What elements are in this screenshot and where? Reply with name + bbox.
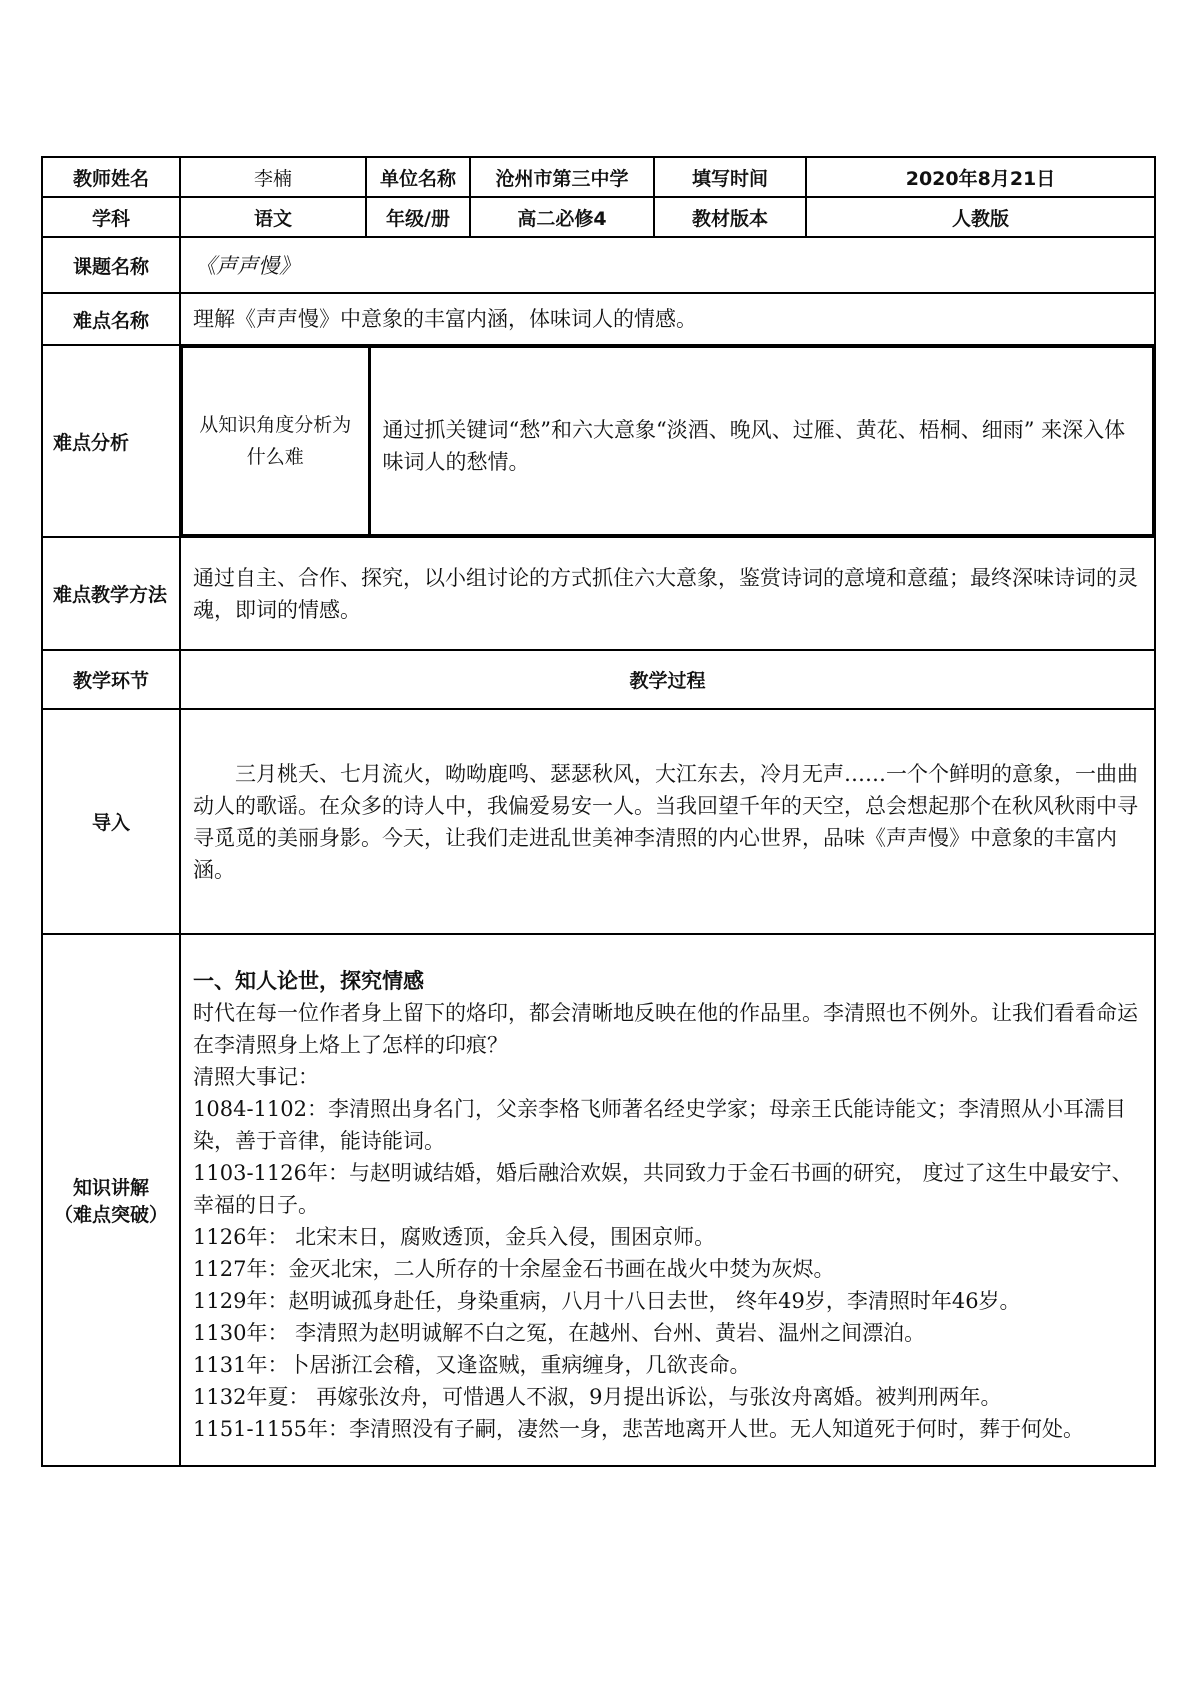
lesson-row [42, 237, 1155, 293]
knowledge-row [42, 934, 1155, 1466]
knowledge-paragraph: 1151-1155年：李清照没有子嗣，凄然一身，悲苦地离开人世。无人知道死于何时，葬于何处。 [193, 1417, 1084, 1441]
difficulty-label: 难点名称 [42, 293, 180, 345]
intro-row [42, 709, 1155, 934]
knowledge-paragraph: 1103-1126年：与赵明诚结婚，婚后融洽欢娱，共同致力于金石书画的研究， 度过了这生中最安宁、幸福的日子。 [193, 1161, 1133, 1217]
edition-label: 教材版本 [654, 197, 806, 237]
lesson-plan-table [41, 156, 1156, 1467]
analysis-content: 通过抓关键词“愁”和六大意象“淡酒、晚风、过雁、黄花、梧桐、细雨” 来深入体味词人的愁情。 [369, 347, 1153, 535]
info-row-2 [42, 197, 1155, 237]
date-value: 2020年8月21日 [806, 157, 1155, 197]
intro-content: 三月桃夭、七月流火，呦呦鹿鸣、瑟瑟秋风，大江东去，冷月无声……一个个鲜明的意象，一曲曲动人的歌谣。在众多的诗人中，我偏爱易安一人。当我回望千年的天空，总会想起那个在秋风秋雨中寻寻觅觅的美丽身影。今天，让我们走进乱世美神李清照的内心世界，品味《声声慢》中意象的丰富内涵。 [193, 761, 1138, 882]
subject-value: 语文 [180, 197, 366, 237]
knowledge-paragraph: 时代在每一位作者身上留下的烙印，都会清晰地反映在他的作品里。李清照也不例外。让我们看看命运在李清照身上烙上了怎样的印痕？ [193, 1001, 1138, 1057]
process-label: 教学过程 [180, 650, 1155, 709]
info-row-1 [42, 157, 1155, 197]
method-label: 难点教学方法 [42, 537, 180, 650]
method-content: 通过自主、合作、探究，以小组讨论的方式抓住六大意象，鉴赏诗词的意境和意蕴；最终深味诗词的灵魂，即词的情感。 [180, 537, 1155, 650]
knowledge-paragraph: 1127年：金灭北宋，二人所存的十余屋金石书画在战火中焚为灰烬。 [193, 1257, 835, 1281]
process-header-row [42, 650, 1155, 709]
knowledge-paragraph: 清照大事记： [193, 1065, 319, 1089]
edition-value: 人教版 [806, 197, 1155, 237]
difficulty-value: 理解《声声慢》中意象的丰富内涵，体味词人的情感。 [180, 293, 1155, 345]
knowledge-label: 知识讲解 [72, 1177, 149, 1199]
knowledge-paragraph: 1084-1102：李清照出身名门，父亲李格飞师著名经史学家；母亲王氏能诗能文；李清照从小耳濡目染，善于音律，能诗能词。 [193, 1097, 1126, 1153]
teacher-label: 教师姓名 [42, 157, 180, 197]
knowledge-paragraph: 1131年：卜居浙江会稽，又逢盗贼，重病缠身，几欲丧命。 [193, 1353, 751, 1377]
teacher-value: 李楠 [180, 157, 366, 197]
analysis-label: 难点分析 [42, 345, 180, 537]
knowledge-paragraph: 1132年夏： 再嫁张汝舟，可惜遇人不淑，9月提出诉讼，与张汝舟离婚。被判刑两年。 [193, 1385, 1002, 1409]
lesson-title: 《声声慢》 [180, 237, 1155, 293]
intro-label: 导入 [42, 709, 180, 934]
knowledge-sub-label: （难点突破） [53, 1204, 168, 1226]
stage-label: 教学环节 [42, 650, 180, 709]
knowledge-paragraph: 1130年： 李清照为赵明诚解不白之冤，在越州、台州、黄岩、温州之间漂泊。 [193, 1321, 926, 1345]
unit-label: 单位名称 [366, 157, 470, 197]
knowledge-paragraph: 1129年：赵明诚孤身赴任，身染重病，八月十八日去世， 终年49岁，李清照时年46岁。 [193, 1289, 1021, 1313]
unit-value: 沧州市第三中学 [470, 157, 654, 197]
section-title: 一、知人论世，探究情感 [193, 968, 424, 993]
analysis-sub-label: 从知识角度分析为什么难 [182, 347, 369, 535]
date-label: 填写时间 [654, 157, 806, 197]
lesson-label: 课题名称 [42, 237, 180, 293]
subject-label: 学科 [42, 197, 180, 237]
method-row [42, 537, 1155, 650]
grade-value: 高二必修4 [470, 197, 654, 237]
knowledge-paragraph: 1126年： 北宋末日，腐败透顶，金兵入侵，围困京师。 [193, 1225, 716, 1249]
analysis-row [42, 345, 1155, 537]
difficulty-row [42, 293, 1155, 345]
grade-label: 年级/册 [366, 197, 470, 237]
